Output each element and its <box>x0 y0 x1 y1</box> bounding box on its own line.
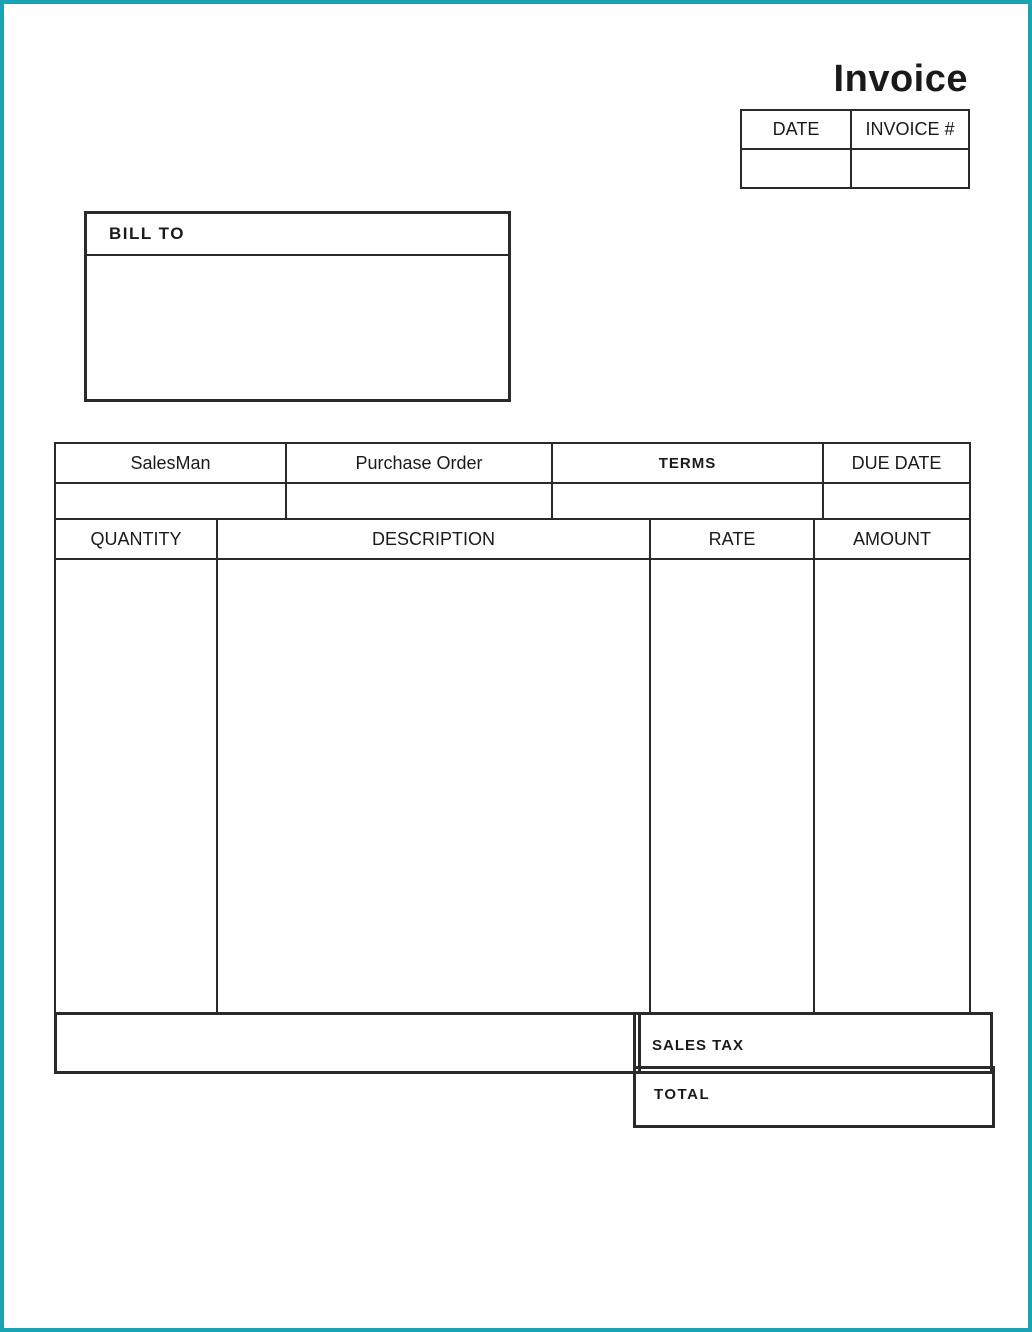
terms-cell[interactable] <box>552 483 823 519</box>
bill-to-field[interactable] <box>87 256 508 394</box>
date-cell[interactable] <box>741 149 851 188</box>
notes-box[interactable] <box>54 1012 641 1074</box>
invoice-number-header: INVOICE # <box>851 110 969 149</box>
invoice-meta-table <box>740 109 970 189</box>
invoice-number-cell[interactable] <box>851 149 969 188</box>
bill-to-box <box>84 211 511 402</box>
due-date-header: DUE DATE <box>823 443 970 483</box>
salesman-header: SalesMan <box>55 443 286 483</box>
sales-tax-box: SALES TAX <box>633 1012 993 1074</box>
total-box: TOTAL <box>633 1066 995 1128</box>
due-date-cell[interactable] <box>823 483 970 519</box>
terms-header: TERMS <box>552 443 823 483</box>
quantity-column[interactable] <box>55 559 217 1014</box>
rate-header: RATE <box>650 519 814 559</box>
amount-column[interactable] <box>814 559 970 1014</box>
description-column[interactable] <box>217 559 650 1014</box>
amount-header: AMOUNT <box>814 519 970 559</box>
salesman-cell[interactable] <box>55 483 286 519</box>
bill-to-label: BILL TO <box>87 214 508 256</box>
rate-column[interactable] <box>650 559 814 1014</box>
purchase-order-cell[interactable] <box>286 483 552 519</box>
purchase-order-header: Purchase Order <box>286 443 552 483</box>
quantity-header: QUANTITY <box>55 519 217 559</box>
invoice-title: Invoice <box>833 58 968 100</box>
description-header: DESCRIPTION <box>217 519 650 559</box>
line-items-table <box>54 518 971 1015</box>
date-header: DATE <box>741 110 851 149</box>
order-info-table <box>54 442 971 520</box>
